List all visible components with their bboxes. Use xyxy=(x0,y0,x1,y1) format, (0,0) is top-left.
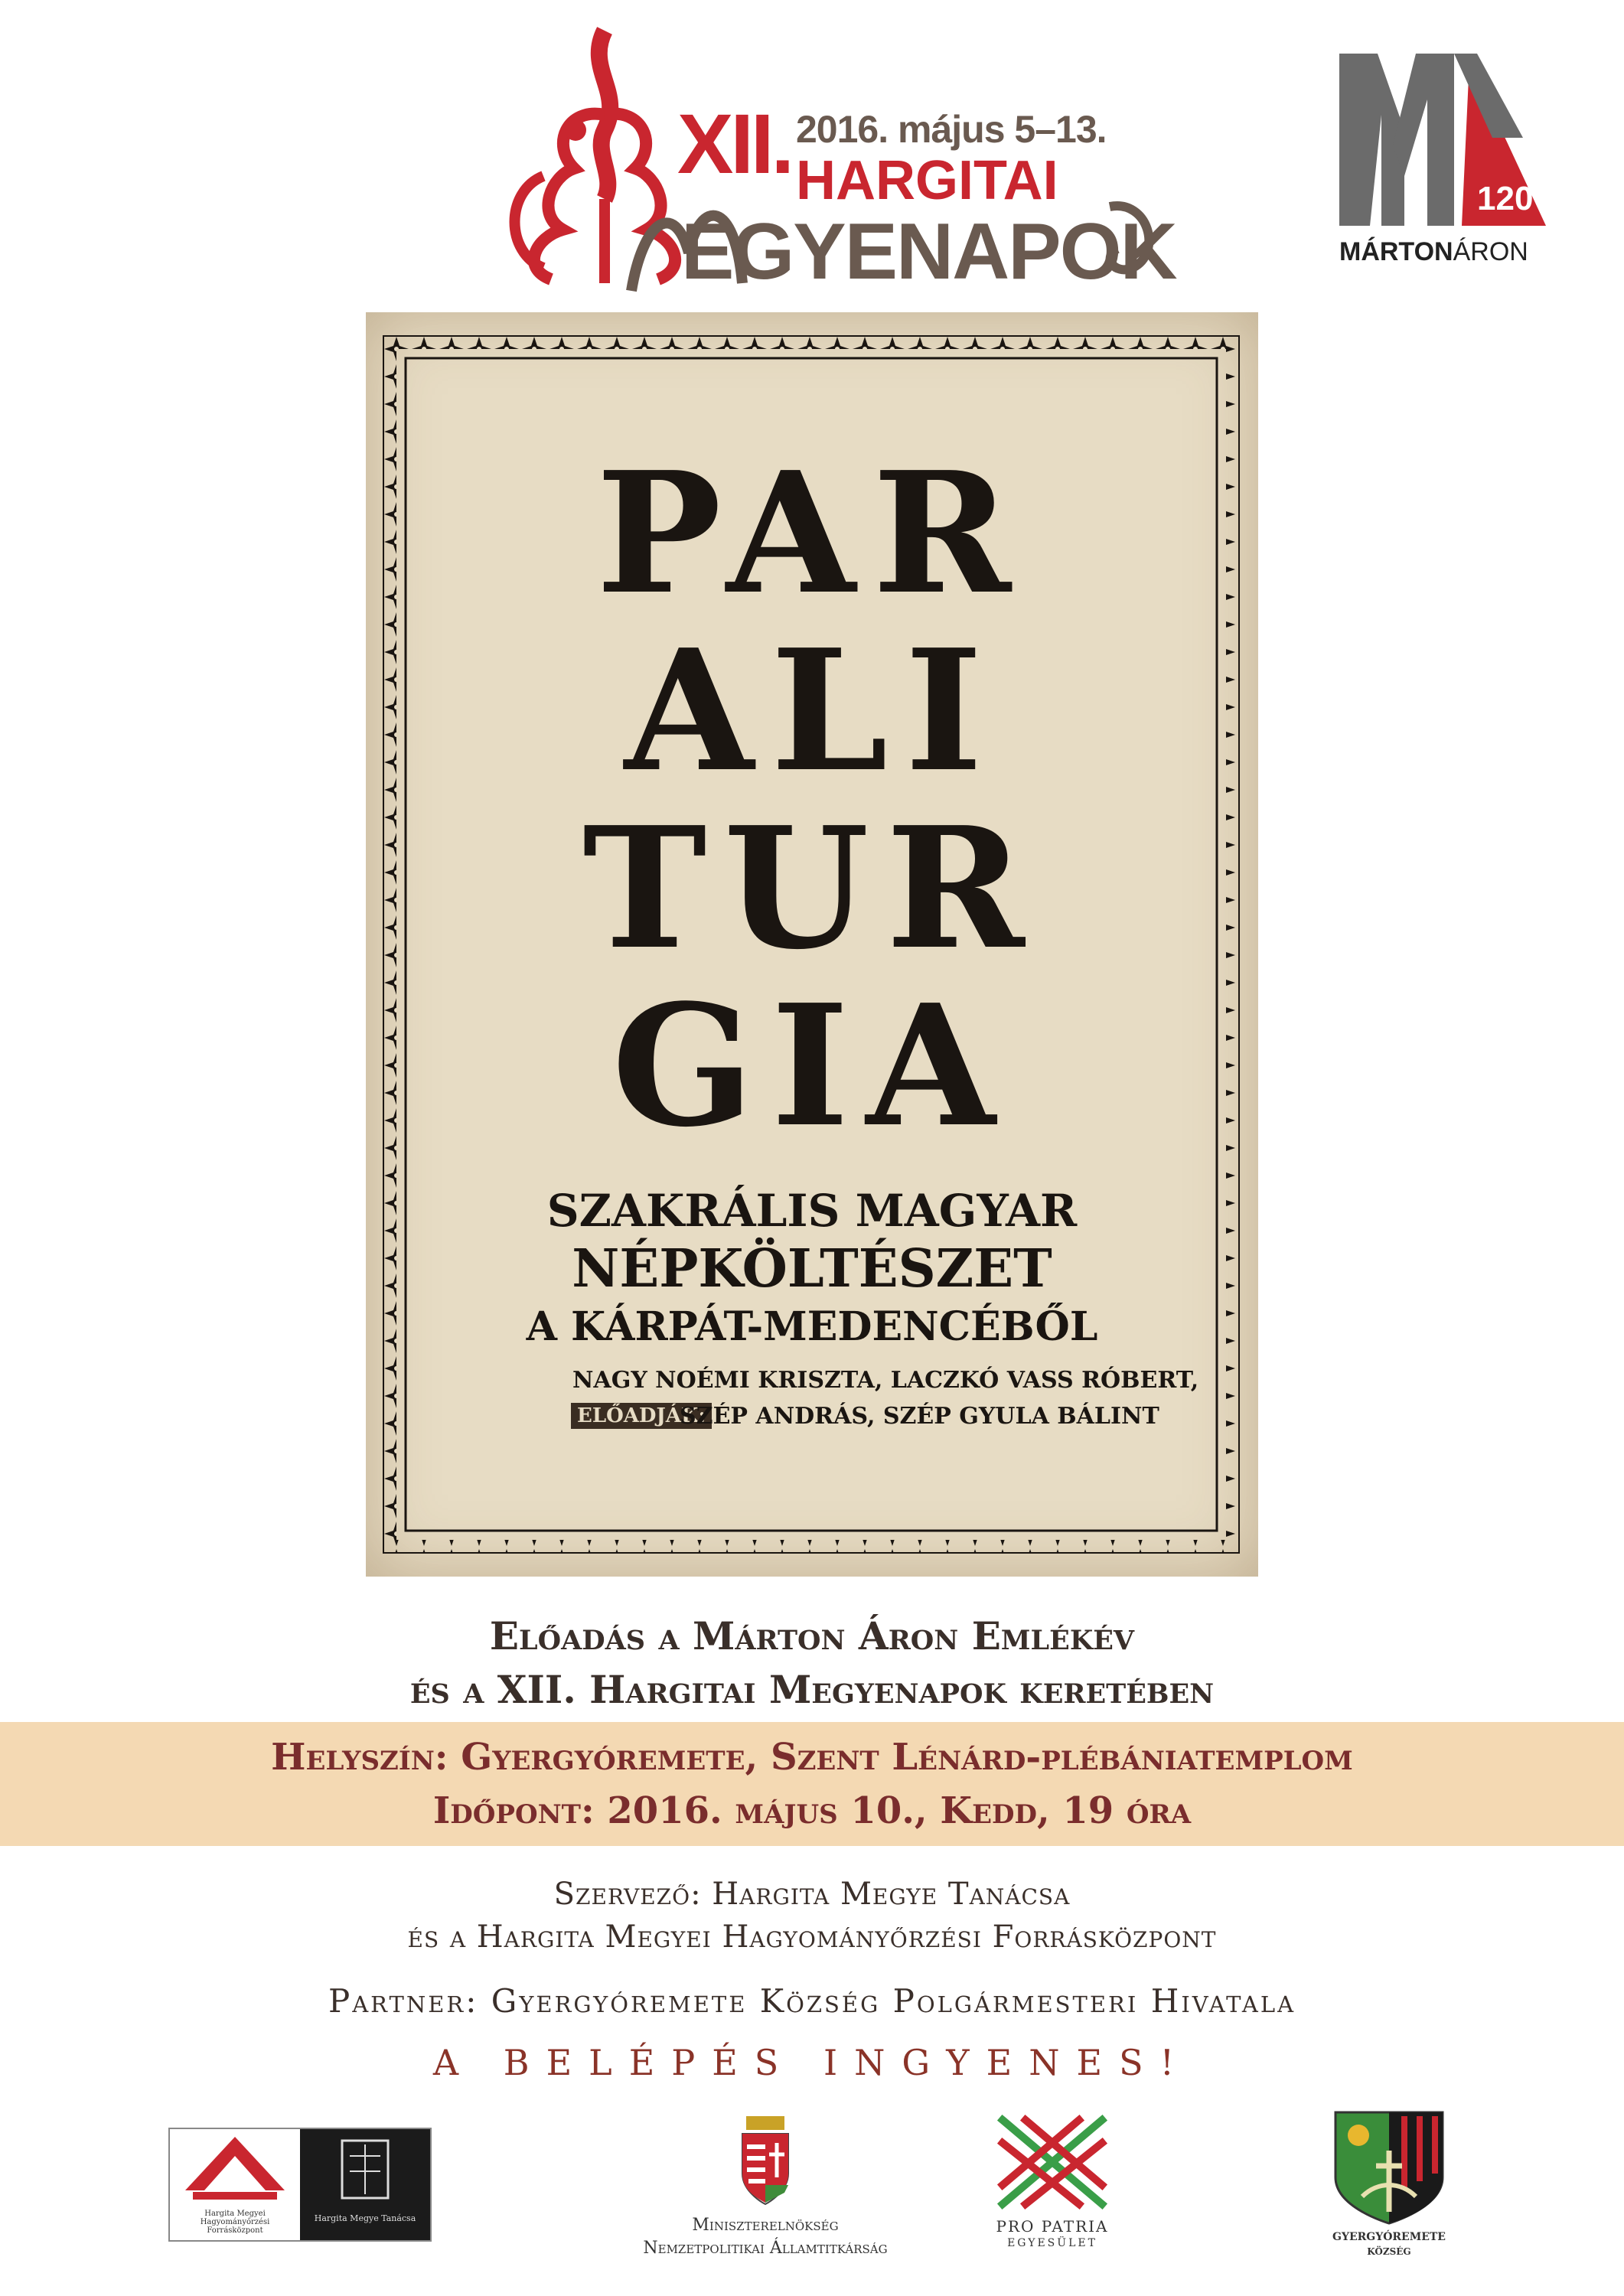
partner-line: Partner: Gyergyóremete Község Polgármesteri Hivatala xyxy=(328,1982,1296,2020)
event-time: Időpont: 2016. május 10., Kedd, 19 óra xyxy=(432,1789,1192,1832)
village-shield-icon xyxy=(1316,2105,1462,2227)
ma-name: MÁRTONÁRON xyxy=(1339,237,1528,266)
festival-title-line1: HARGITAI xyxy=(796,150,1058,211)
poster-subtitle-1: SZAKRÁLIS MAGYAR xyxy=(546,1185,1078,1237)
event-location: Helyszín: Gyergyóremete, Szent Lénárd-plébániatemplom xyxy=(271,1736,1353,1779)
pro-patria-caption-1: PRO PATRIA xyxy=(996,2217,1109,2236)
info-line-1: Előadás a Márton Áron Emlékév xyxy=(489,1613,1135,1658)
pro-patria-logo xyxy=(987,2108,1117,2262)
pro-patria-cross-pattern-icon xyxy=(987,2108,1117,2216)
ministry-caption-2: Nemzetpolitikai Államtitkárság xyxy=(643,2239,888,2258)
organizer-line-1: Szervező: Hargita Megye Tanácsa xyxy=(553,1877,1071,1912)
performers-line-2: SZÉP ANDRÁS, SZÉP GYULA BÁLINT xyxy=(680,1403,1159,1430)
pro-patria-caption-2: EGYESÜLET xyxy=(1007,2237,1097,2249)
performers-line-1: NAGY NOÉMI KRISZTA, LACZKÓ VASS RÓBERT, xyxy=(572,1367,1199,1394)
marton-aron-logo xyxy=(1339,54,1546,276)
festival-title-line2: EGYENAPOK xyxy=(681,207,1176,296)
gyergyoremete-coat-of-arms xyxy=(1316,2105,1462,2273)
poster-subtitle-3: A KÁRPÁT-MEDENCÉBŐL xyxy=(526,1303,1098,1350)
free-entry-text: A BELÉPÉS INGYENES! xyxy=(432,2042,1192,2083)
poster-title-line-3: TUR xyxy=(582,791,1042,987)
poster-title-line-1: PAR xyxy=(595,435,1029,631)
poster-title-line-4: GIA xyxy=(611,968,1013,1164)
info-line-2: és a XII. Hargitai Megyenapok keretében xyxy=(409,1667,1215,1712)
village-caption-2: KÖZSÉG xyxy=(1367,2246,1411,2257)
ministry-logo xyxy=(643,2112,888,2265)
festival-number: XII. xyxy=(677,97,792,191)
heritage-emblem-icon xyxy=(170,2129,300,2213)
hungarian-coat-of-arms-icon xyxy=(658,2112,872,2212)
poster-title-line-2: ALI xyxy=(624,613,1000,809)
poster-subtitle-2: NÉPKÖLTÉSZET xyxy=(572,1238,1052,1300)
heritage-center-logo xyxy=(168,2128,432,2242)
heritage-caption: Hargita Megyei Hagyományőrzési Forrásközpont xyxy=(200,2210,270,2235)
ministry-caption-1: Miniszterelnökség xyxy=(692,2216,839,2235)
performers-label: ELŐADJÁK: xyxy=(571,1403,712,1429)
organizer-line-2: és a Hargita Megyei Hagyományőrzési Forrásközpont xyxy=(407,1919,1217,1955)
ma-badge-number: 120 xyxy=(1477,180,1534,217)
festival-date: 2016. május 5–13. xyxy=(796,108,1107,151)
festival-logo xyxy=(490,23,1176,298)
paraliturgia-poster xyxy=(366,312,1258,1577)
village-caption-1: GYERGYÓREMETE xyxy=(1332,2231,1446,2243)
county-council-crest-icon xyxy=(300,2129,430,2213)
council-caption: Hargita Megye Tanácsa xyxy=(314,2213,416,2223)
